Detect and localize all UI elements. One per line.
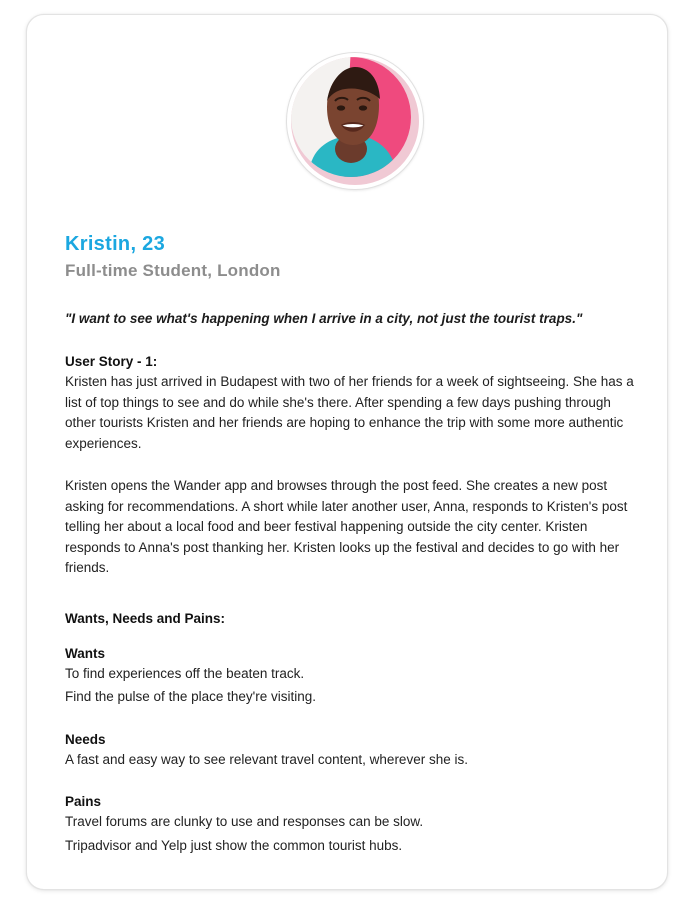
avatar — [287, 53, 423, 189]
portrait-image — [291, 57, 411, 177]
persona-card — [26, 14, 668, 890]
avatar-container — [65, 53, 645, 189]
wants-item: To find experiences off the beaten track. — [65, 665, 305, 681]
persona-name: Kristin, 23 — [65, 233, 165, 255]
persona-role: Full-time Student, London — [65, 261, 281, 280]
wants-needs-pains-heading: Wants, Needs and Pains: — [65, 610, 226, 626]
persona-quote: "I want to see what's happening when I arrive in a city, not just the tourist traps." — [65, 311, 583, 326]
pains-item: Travel forums are clunky to use and responses can be slow. — [65, 814, 424, 829]
user-story-heading: User Story - 1: — [65, 354, 158, 369]
pains-heading: Pains — [65, 794, 102, 809]
user-story-paragraph-2: Kristen opens the Wander app and browses through the post feed. She creates a new post asking for recommendations. A short while later another user, Anna, responds to Kristen's post telling her about a local food and beer festival happening outside the city center. Kristen responds to Anna's post thanking her. Kristen looks up the festival and decides to go with her friends. — [65, 478, 628, 575]
pains-item: Tripadvisor and Yelp just show the common tourist hubs. — [65, 837, 403, 853]
needs-heading: Needs — [65, 731, 106, 747]
needs-item: A fast and easy way to see relevant travel content, wherever she is. — [65, 751, 468, 767]
wants-item: Find the pulse of the place they're visiting. — [65, 689, 316, 704]
wants-heading: Wants — [65, 645, 105, 661]
user-story-paragraph-1: Kristen has just arrived in Budapest with two of her friends for a week of sightseeing. She has a list of top things to see and do while she's there. After spending a few days pushing through other tourists Kristen and her friends are hoping to enhance the trip with some more authentic experiences. — [65, 374, 634, 451]
